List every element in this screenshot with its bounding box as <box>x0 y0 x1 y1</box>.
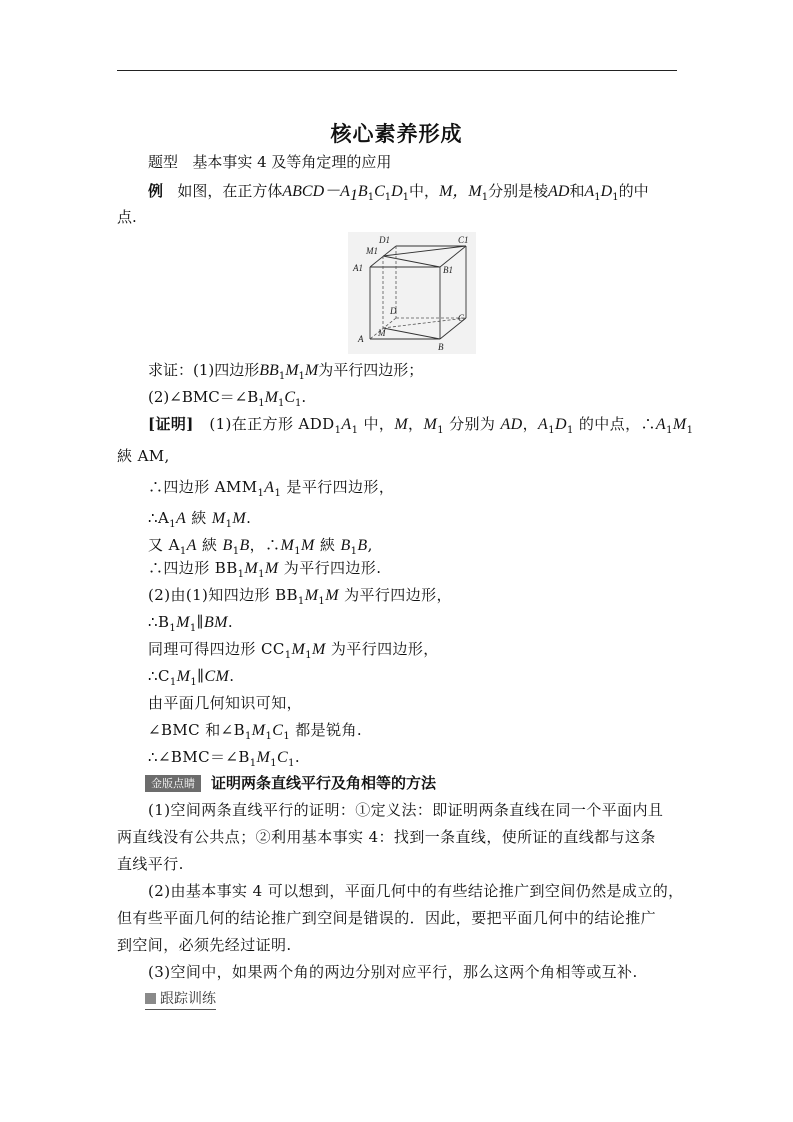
proof-line-4: $\therefore A_1A$ 綊 $M_1M$. <box>148 509 252 530</box>
topic-label: 题型 <box>148 153 179 171</box>
label-d1: D1 <box>379 235 390 245</box>
proof-line-2: 綊 AM, <box>117 447 170 465</box>
proof-line-11: 由平面几何知识可知， <box>148 694 303 712</box>
header-rule <box>117 70 677 71</box>
method-badge: 金版点睛 <box>145 775 201 792</box>
label-c: C <box>458 313 465 323</box>
proof-line-1: [证明] (1)在正方形 $ADD_1A_1$ 中，M，$M_1$ 分别为 AD，$A_1D_1$ 的中点，$\therefore A_1M_1$ <box>148 415 694 436</box>
proof-line-8: $\therefore B_1M_1\parallel BM$. <box>148 613 234 634</box>
cube-diagram <box>348 232 476 354</box>
proof-line-3: ∴四边形 $AMM_1A_1$ 是平行四边形， <box>148 478 395 499</box>
cube-figure <box>348 232 476 354</box>
prove-line-2: $(2)\angle BMC=\angle B_1M_1C_1$. <box>148 388 307 409</box>
example-label: 例 <box>148 182 164 200</box>
label-d: D <box>390 306 397 316</box>
method-title: 证明两条直线平行及角相等的方法 <box>211 774 437 792</box>
proof-line-6: ∴四边形 $BB_1M_1M$ 为平行四边形. <box>148 559 382 580</box>
method-heading <box>145 773 436 793</box>
example-line-2: 点. <box>117 208 137 226</box>
label-b: B <box>438 342 444 352</box>
method-p1-line2: 两直线没有公共点；②利用基本事实 4：找到一条直线，使所证的直线都与这条 <box>117 828 656 846</box>
method-p1-line1: (1)空间两条直线平行的证明：①定义法：即证明两条直线在同一个平面内且 <box>148 801 664 819</box>
label-m1: M1 <box>366 246 378 256</box>
method-p1-line3: 直线平行. <box>117 855 184 873</box>
prove-line-1: 求证：(1)四边形$BB_1M_1M$为平行四边形； <box>148 361 424 382</box>
topic-text: 基本事实 4 及等角定理的应用 <box>192 153 392 171</box>
example-line-1: 例 如图，在正方体$ABCD-A_1B_1C_1D_1$中，M，$M_1$分别是棱AD和$A_1D_1$的中 <box>148 182 649 204</box>
label-a: A <box>358 334 364 344</box>
proof-line-12: ∠BMC 和$\angle B_1M_1C_1$ 都是锐角. <box>148 721 363 742</box>
label-b1: B1 <box>443 265 453 275</box>
proof-line-10: $\therefore C_1M_1\parallel CM$. <box>148 667 235 688</box>
tracking-training-label: 跟踪训练 <box>160 991 216 1007</box>
tracking-training-heading <box>145 988 216 1010</box>
label-m: M <box>378 328 386 338</box>
method-p2-line3: 到空间，必须先经过证明. <box>117 936 292 954</box>
section-marker-icon <box>145 993 156 1004</box>
proof-line-5: 又 $A_1A$ 綊 $B_1B$，$\therefore M_1M$ 綊 $B_1B$, <box>148 536 373 557</box>
method-p3-line1: (3)空间中，如果两个角的两边分别对应平行，那么这两个角相等或互补. <box>148 963 638 981</box>
label-c1: C1 <box>458 235 469 245</box>
proof-line-9: 同理可得四边形 $CC_1M_1M$ 为平行四边形， <box>148 640 439 661</box>
method-p2-line1: (2)由基本事实 4 可以想到，平面几何中的有些结论推广到空间仍然是成立的， <box>148 882 684 900</box>
proof-line-7: (2)由(1)知四边形 $BB_1M_1M$ 为平行四边形， <box>148 586 452 607</box>
topic-heading <box>148 152 391 172</box>
method-p2-line2: 但有些平面几何的结论推广到空间是错误的．因此，要把平面几何中的结论推广 <box>117 909 657 927</box>
proof-label: [证明] <box>148 415 194 433</box>
page-title: 核心素养形成 <box>330 121 463 146</box>
label-a1: A1 <box>353 263 363 273</box>
proof-line-13: $\therefore\angle BMC=\angle B_1M_1C_1$. <box>148 748 301 769</box>
